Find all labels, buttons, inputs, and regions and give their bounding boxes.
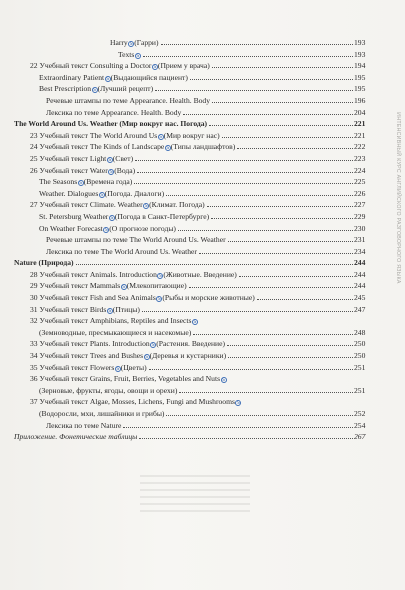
toc-page-number: 230 bbox=[354, 223, 366, 233]
toc-entry bbox=[14, 153, 364, 165]
toc-page-number: 224 bbox=[354, 165, 366, 175]
toc-entry-title: 27 Учебный текст Climate. Weather bbox=[30, 200, 143, 210]
toc-entry bbox=[14, 362, 364, 374]
audio-disc-icon: S bbox=[106, 76, 110, 82]
dot-leader bbox=[155, 90, 353, 91]
toc-entry-title: Речевые штампы по теме The World Around Us. Weather bbox=[46, 235, 226, 245]
toc-entry-translation: (Цветы) bbox=[120, 362, 147, 372]
toc-entry-translation: (Вода) bbox=[114, 165, 136, 175]
toc-page-number: 244 bbox=[354, 269, 366, 279]
toc-entry bbox=[14, 83, 364, 95]
toc-entry bbox=[14, 350, 364, 362]
toc-entry-translation: (Деревья и кустарники) bbox=[149, 351, 227, 361]
toc-entry bbox=[14, 223, 364, 235]
audio-disc-icon: S bbox=[129, 42, 133, 47]
toc-entry-title: (Земноводные, пресмыкающиеся и насекомые) bbox=[39, 327, 192, 337]
dot-leader bbox=[137, 172, 353, 173]
dot-leader bbox=[179, 392, 353, 393]
toc-page-number: 196 bbox=[354, 95, 366, 105]
toc-entry-translation: (О прогнозе погоды) bbox=[109, 223, 176, 233]
toc-entry-title: Best Prescription bbox=[39, 84, 92, 94]
audio-disc-icon: S bbox=[158, 273, 162, 279]
dot-leader bbox=[212, 102, 353, 103]
audio-disc-icon: S bbox=[193, 320, 197, 326]
toc-entry-title: 31 Учебный текст Birds bbox=[30, 304, 107, 314]
toc-entry-title: 32 Учебный текст Amphibians, Reptiles and Insects bbox=[30, 316, 192, 326]
toc-entry-title: Лексика по теме Nature bbox=[46, 420, 122, 430]
toc-entry bbox=[14, 431, 364, 443]
dot-leader bbox=[134, 183, 353, 184]
toc-page-number: 225 bbox=[354, 177, 366, 187]
toc-page-number: 226 bbox=[354, 188, 366, 198]
audio-disc-icon: S bbox=[166, 146, 170, 152]
toc-entry-title: 33 Учебный текст Plants. Introduction bbox=[30, 339, 150, 349]
toc-entry bbox=[14, 257, 364, 269]
toc-entry bbox=[14, 396, 364, 408]
toc-entry-title: 22 Учебный текст Consulting a Doctor bbox=[30, 61, 152, 71]
dot-leader bbox=[211, 218, 353, 219]
toc-entry-title: (Зерновые, фрукты, ягоды, овощи и орехи) bbox=[39, 385, 178, 395]
toc-entry-title: 37 Учебный текст Algae, Mosses, Lichens, Fungi and Mushrooms bbox=[30, 397, 235, 407]
toc-entry bbox=[14, 385, 364, 397]
dot-leader bbox=[76, 264, 353, 265]
toc-entry bbox=[14, 72, 364, 84]
toc-entry bbox=[14, 338, 364, 350]
dot-leader bbox=[228, 357, 353, 358]
toc-page-number: 231 bbox=[354, 235, 366, 245]
toc-entry-title: Приложение. Фонетические таблицы bbox=[14, 432, 138, 442]
toc-entry bbox=[14, 327, 364, 339]
toc-entry bbox=[14, 315, 364, 327]
toc-entry bbox=[14, 37, 364, 49]
toc-entry-title: Extraordinary Patient bbox=[39, 72, 105, 82]
toc-entry-translation: (Погода. Диалоги) bbox=[104, 188, 165, 198]
toc-page-number: 244 bbox=[354, 281, 366, 291]
toc-entry bbox=[14, 107, 364, 119]
toc-entry bbox=[14, 118, 364, 130]
toc-entry-translation: (Типы ландшафтов) bbox=[170, 142, 236, 152]
audio-disc-icon: S bbox=[222, 378, 225, 384]
dot-leader bbox=[142, 311, 353, 312]
toc-entry bbox=[14, 165, 364, 177]
dot-leader bbox=[139, 438, 353, 439]
dot-leader bbox=[190, 79, 353, 80]
dot-leader bbox=[149, 369, 353, 370]
table-of-contents bbox=[14, 37, 364, 443]
audio-disc-icon: S bbox=[110, 215, 114, 221]
toc-entry-title: Nature (Природа) bbox=[14, 258, 74, 268]
toc-page-number: 221 bbox=[354, 130, 366, 140]
audio-disc-icon: S bbox=[159, 134, 163, 140]
toc-page-number: 195 bbox=[354, 72, 366, 82]
audio-disc-icon: S bbox=[109, 169, 113, 175]
audio-disc-icon: S bbox=[108, 308, 112, 314]
toc-entry bbox=[14, 211, 364, 223]
dot-leader bbox=[212, 67, 353, 68]
toc-entry-title: 30 Учебный текст Fish and Sea Animals bbox=[30, 293, 156, 303]
toc-entry-title: 26 Учебный текст Water bbox=[30, 165, 108, 175]
toc-entry bbox=[14, 269, 364, 281]
dot-leader bbox=[237, 148, 353, 149]
audio-disc-icon: S bbox=[108, 157, 112, 163]
toc-page-number: 234 bbox=[354, 246, 366, 256]
audio-disc-icon: S bbox=[144, 204, 148, 210]
toc-entry-translation: (Рыбы и морские животные) bbox=[162, 293, 255, 303]
toc-entry bbox=[14, 373, 364, 385]
toc-page-number: 195 bbox=[354, 84, 366, 94]
toc-entry-translation: (Прием у врача) bbox=[157, 61, 210, 71]
toc-entry bbox=[14, 95, 364, 107]
toc-page-number: 250 bbox=[354, 339, 366, 349]
toc-entry-title: Texts bbox=[118, 49, 135, 59]
toc-entry-title: 25 Учебный текст Light bbox=[30, 153, 107, 163]
toc-entry-translation: (Лучший рецепт) bbox=[97, 84, 154, 94]
dot-leader bbox=[123, 427, 353, 428]
toc-entry-translation: (Растения. Введение) bbox=[156, 339, 225, 349]
audio-disc-icon: S bbox=[79, 181, 83, 187]
toc-entry-title: (Водоросли, мхи, лишайники и грибы) bbox=[39, 409, 165, 418]
toc-entry-title: 36 Учебный текст Grains, Fruit, Berries, Vegetables and Nuts bbox=[30, 374, 221, 384]
side-running-title bbox=[393, 95, 403, 300]
toc-page-number: 267 bbox=[354, 432, 366, 442]
toc-entry-title: 29 Учебный текст Mammals bbox=[30, 281, 121, 291]
dot-leader bbox=[199, 253, 353, 254]
toc-entry-translation: (Гарри) bbox=[134, 38, 159, 47]
toc-entry-translation: (Климат. Погода) bbox=[149, 200, 205, 210]
toc-page-number: 227 bbox=[354, 200, 366, 210]
bleed-through-text bbox=[140, 470, 250, 530]
toc-entry-title: 28 Учебный текст Animals. Introduction bbox=[30, 269, 157, 279]
toc-entry bbox=[14, 60, 364, 72]
toc-page-number: 245 bbox=[354, 293, 366, 303]
toc-entry bbox=[14, 280, 364, 292]
toc-page-number: 204 bbox=[354, 107, 366, 117]
dot-leader bbox=[227, 345, 353, 346]
toc-entry bbox=[14, 408, 364, 420]
dot-leader bbox=[193, 334, 353, 335]
audio-disc-icon: S bbox=[100, 192, 104, 198]
toc-page-number: 193 bbox=[354, 49, 366, 59]
toc-entry bbox=[14, 49, 364, 61]
audio-disc-icon: S bbox=[136, 53, 140, 59]
toc-entry-translation: (Мир вокруг нас) bbox=[163, 130, 220, 140]
dot-leader bbox=[143, 56, 353, 57]
toc-entry bbox=[14, 234, 364, 246]
toc-entry-title: Weather. Dialogues bbox=[39, 188, 99, 198]
toc-entry bbox=[14, 188, 364, 200]
toc-entry-title: Речевые штампы по теме Appearance. Health. Body bbox=[46, 95, 211, 105]
toc-page-number: 248 bbox=[354, 327, 366, 337]
audio-disc-icon: S bbox=[153, 65, 157, 71]
audio-disc-icon: S bbox=[104, 227, 108, 233]
toc-page-number: 254 bbox=[354, 420, 366, 430]
toc-entry bbox=[14, 292, 364, 304]
audio-disc-icon: S bbox=[116, 366, 120, 372]
dot-leader bbox=[189, 287, 353, 288]
toc-entry-title: 23 Учебный текст The World Around Us bbox=[30, 130, 158, 140]
dot-leader bbox=[239, 276, 353, 277]
dot-leader bbox=[166, 195, 353, 196]
toc-entry-translation: (Птицы) bbox=[112, 304, 140, 314]
toc-entry-title: The World Around Us. Weather (Мир вокруг нас. Погода) bbox=[14, 119, 208, 129]
toc-entry bbox=[14, 176, 364, 188]
toc-page-number: 221 bbox=[354, 119, 366, 129]
toc-entry bbox=[14, 130, 364, 142]
toc-page-number: 194 bbox=[354, 61, 366, 71]
audio-disc-icon: S bbox=[157, 297, 161, 303]
toc-entry-translation: (Свет) bbox=[112, 153, 134, 163]
toc-page-number: 222 bbox=[354, 142, 366, 152]
dot-leader bbox=[161, 44, 353, 45]
audio-disc-icon: S bbox=[122, 285, 126, 291]
side-title-text: ИНТЕНСИВНЫЙ КУРС АНГЛИЙСКОГО РАЗГОВОРНОГО ЯЗЫКА bbox=[395, 111, 401, 284]
toc-entry-title: Лексика по теме Appearance. Health. Body bbox=[46, 107, 182, 117]
toc-entry-title: Harry bbox=[110, 38, 128, 47]
dot-leader bbox=[257, 299, 353, 300]
toc-entry bbox=[14, 199, 364, 211]
audio-disc-icon: S bbox=[151, 343, 155, 349]
toc-page-number: 247 bbox=[354, 304, 366, 314]
toc-entry bbox=[14, 141, 364, 153]
toc-entry-translation: (Выдающийся пациент) bbox=[110, 72, 188, 82]
toc-entry-title: 34 Учебный текст Trees and Bushes bbox=[30, 351, 144, 361]
toc-entry bbox=[14, 420, 364, 432]
toc-page-number: 193 bbox=[354, 38, 366, 47]
dot-leader bbox=[209, 125, 353, 126]
dot-leader bbox=[222, 137, 353, 138]
toc-entry-title: The Seasons bbox=[39, 177, 78, 187]
toc-entry-title: 24 Учебный текст The Kinds of Landscape bbox=[30, 142, 165, 152]
toc-entry-title: Лексика по теме The World Around Us. Weather bbox=[46, 246, 197, 256]
toc-entry-title: St. Petersburg Weather bbox=[39, 211, 109, 221]
toc-entry bbox=[14, 304, 364, 316]
toc-page-number: 251 bbox=[354, 385, 366, 395]
dot-leader bbox=[228, 241, 353, 242]
dot-leader bbox=[207, 206, 353, 207]
toc-entry-translation: (Погода в Санкт-Петербурге) bbox=[114, 211, 210, 221]
dot-leader bbox=[166, 415, 353, 416]
dot-leader bbox=[178, 230, 353, 231]
toc-page-number: 251 bbox=[354, 362, 366, 372]
audio-disc-icon: S bbox=[93, 88, 97, 94]
toc-page-number: 244 bbox=[354, 258, 366, 268]
toc-page-number: 229 bbox=[354, 211, 366, 221]
dot-leader bbox=[135, 160, 353, 161]
audio-disc-icon: S bbox=[237, 401, 240, 407]
dot-leader bbox=[183, 114, 353, 115]
audio-disc-icon: S bbox=[145, 355, 149, 361]
toc-page-number: 250 bbox=[354, 351, 366, 361]
toc-entry-translation: (Животные. Введение) bbox=[163, 269, 237, 279]
toc-page-number: 252 bbox=[354, 409, 366, 418]
toc-page-number: 223 bbox=[354, 153, 366, 163]
toc-entry-translation: (Млекопитающие) bbox=[126, 281, 187, 291]
toc-entry bbox=[14, 246, 364, 258]
toc-entry-title: 35 Учебный текст Flowers bbox=[30, 362, 115, 372]
toc-entry-title: On Weather Forecast bbox=[39, 223, 103, 233]
toc-entry-translation: (Времена года) bbox=[83, 177, 133, 187]
